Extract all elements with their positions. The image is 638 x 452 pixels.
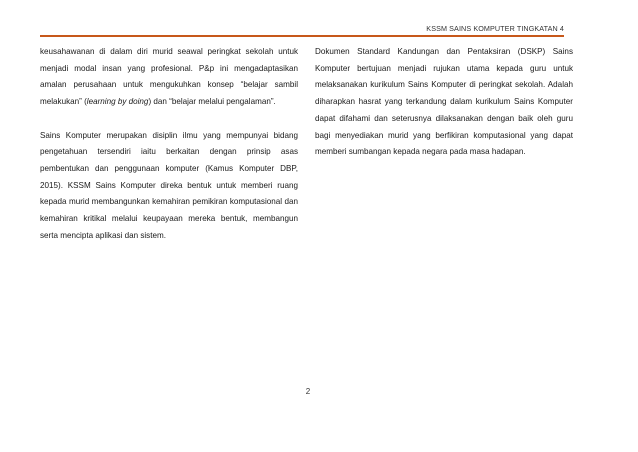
left-paragraph-1-italic: learning by doing [86,97,149,107]
left-paragraph-1-end: ) dan “belajar melalui pengalaman”. [148,97,276,107]
running-header: KSSM SAINS KOMPUTER TINGKATAN 4 [426,24,564,33]
right-paragraph-1: Dokumen Standard Kandungan dan Pentaksiran (DSKP) Sains Komputer bertujuan menjadi rujukan utama kepada guru untuk melaksanakan kurikulum Sains Komputer di peringkat sekolah. Adalah diharapkan hasrat yang terkandung dalam kurikulum Sains Komputer dapat difahami dan seterusnya dilaksanakan dengan baik oleh guru bagi menyediakan murid yang berfikiran komputasional yang dapat memberi sumbangan kepada negara pada masa hadapan. [315,47,573,157]
page-number: 2 [305,387,311,396]
left-paragraph-1 [40,44,298,111]
left-paragraph-1-text: keusahawanan di dalam diri murid seawal peringkat sekolah untuk menjadi modal insan yang profesional. P&p ini mengadaptasikan amalan perusahaan untuk mengukuhkan konsep “belajar sambil melakukan” ( [40,47,298,107]
left-column [40,44,298,244]
header-rule [40,35,564,37]
left-paragraph-2: Sains Komputer merupakan disiplin ilmu yang mempunyai bidang pengetahuan tersendiri iaitu berkaitan dengan prinsip asas pembentukan dan penggunaan komputer (Kamus Komputer DBP, 2015). KSSM Sains Komputer direka bentuk untuk memberi ruang kepada murid membangunkan kemahiran pemikiran komputasional dan kemahiran kritikal melalui keupayaan mereka bentuk, membangun serta mencipta aplikasi dan sistem. [40,130,298,240]
right-column [315,44,573,161]
